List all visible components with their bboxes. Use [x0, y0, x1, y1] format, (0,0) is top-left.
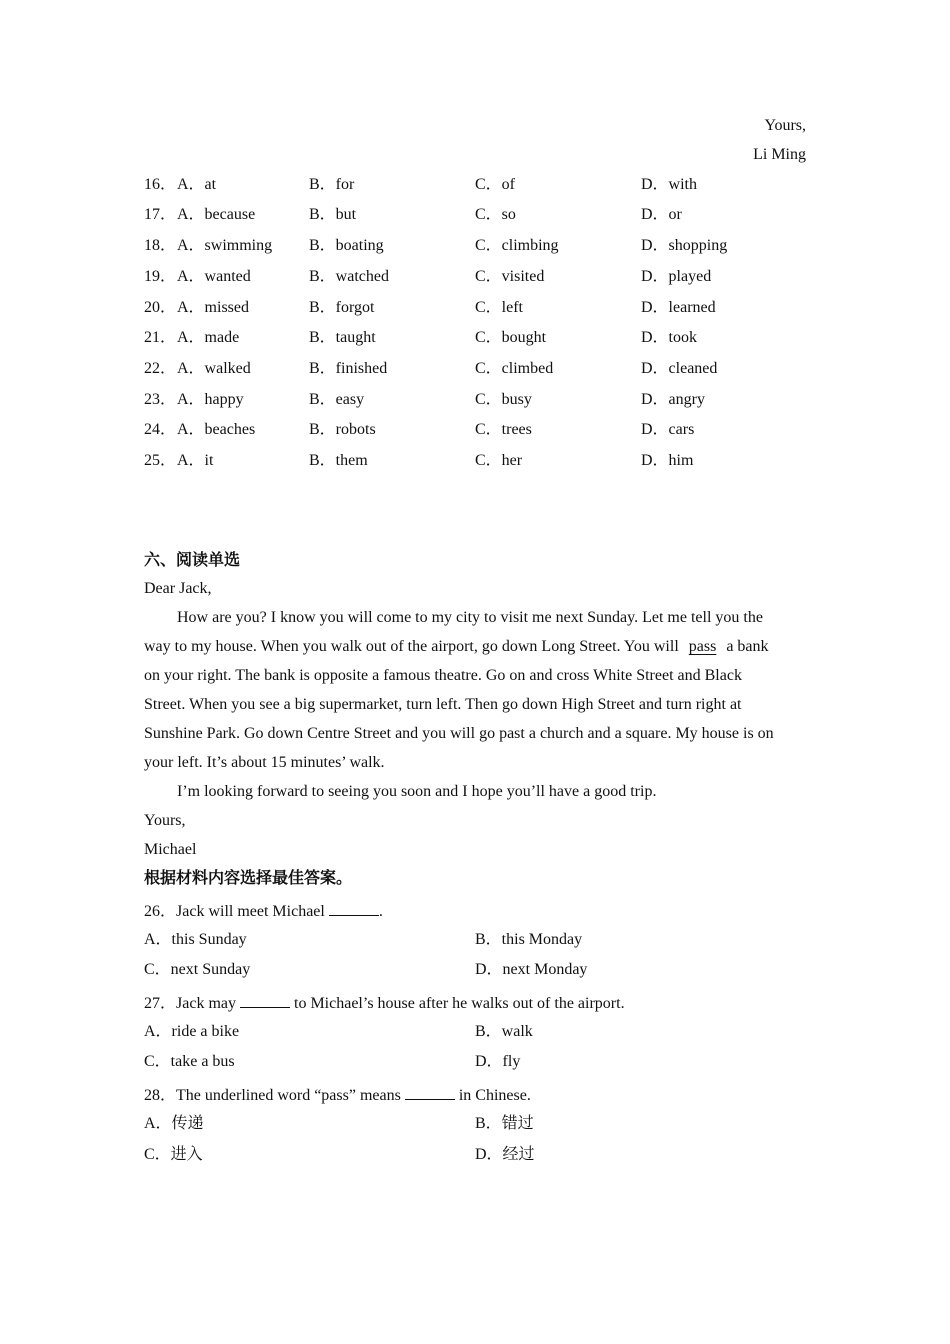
option-27-a[interactable]: A．ride a bike [144, 1023, 240, 1040]
question-27 [144, 993, 625, 1012]
option-c[interactable]: C．her [475, 452, 523, 469]
option-a[interactable]: A．happy [177, 391, 244, 408]
letter-line-4: Street. When you see a big supermarket, turn left. Then go down High Street and turn right at [144, 696, 742, 713]
cloze-row [0, 392, 950, 414]
option-b[interactable]: B．for [309, 176, 355, 193]
cloze-row [0, 422, 950, 444]
letter-closing: Yours, [144, 812, 186, 829]
letter-line-2-pre: way to my house. When you walk out of the airport, go down Long Street. You will [144, 638, 679, 655]
question-number: 24． [144, 421, 177, 438]
question-stem-post: . [378, 903, 383, 920]
option-b[interactable]: B．taught [309, 329, 376, 346]
option-d[interactable]: D．with [641, 176, 698, 193]
option-d[interactable]: D．shopping [641, 237, 728, 254]
option-a[interactable]: A．because [177, 206, 256, 223]
instruction: 根据材料内容选择最佳答案。 [144, 870, 353, 887]
option-26-c[interactable]: C．next Sunday [144, 961, 251, 978]
option-a[interactable]: A．it [177, 452, 214, 469]
cloze-row [0, 269, 950, 291]
option-26-d[interactable]: D．next Monday [475, 961, 588, 978]
letter-line-2 [144, 639, 769, 655]
option-26-a[interactable]: A．this Sunday [144, 931, 247, 948]
option-26-b[interactable]: B．this Monday [475, 931, 583, 948]
letter-greeting: Dear Jack, [144, 580, 212, 597]
letter-line-6: your left. It’s about 15 minutes’ walk. [144, 754, 385, 771]
answer-blank [240, 993, 290, 1008]
question-number: 18． [144, 237, 177, 254]
option-d[interactable]: D．took [641, 329, 698, 346]
letter-line-1: How are you? I know you will come to my city to visit me next Sunday. Let me tell you the [177, 609, 763, 626]
letter-signature: Michael [144, 841, 197, 858]
prev-closing-yours: Yours, [764, 117, 806, 134]
cloze-row [0, 238, 950, 260]
option-a[interactable]: A．at [177, 176, 217, 193]
option-d[interactable]: D．cleaned [641, 360, 718, 377]
option-b[interactable]: B．robots [309, 421, 376, 438]
option-c[interactable]: C．busy [475, 391, 532, 408]
question-stem-post: to Michael’s house after he walks out of the airport. [294, 995, 625, 1012]
question-number: 28． [144, 1087, 177, 1104]
question-28 [144, 1085, 531, 1104]
underlined-word-pass: pass [688, 638, 717, 655]
question-stem-pre: The underlined word “pass” means [176, 1087, 401, 1104]
option-c[interactable]: C．bought [475, 329, 547, 346]
letter-line-2-post: a bank [726, 638, 769, 655]
option-a[interactable]: A．walked [177, 360, 251, 377]
question-26 [144, 901, 383, 920]
question-number: 20． [144, 299, 177, 316]
option-b[interactable]: B．finished [309, 360, 388, 377]
option-a[interactable]: A．missed [177, 299, 250, 316]
answer-blank [329, 901, 379, 916]
option-c[interactable]: C．climbed [475, 360, 554, 377]
question-number: 16． [144, 176, 177, 193]
option-28-b[interactable]: B．错过 [475, 1115, 534, 1132]
option-28-c[interactable]: C．进入 [144, 1146, 203, 1163]
option-c[interactable]: C．trees [475, 421, 532, 438]
question-number: 26． [144, 903, 177, 920]
question-number: 25． [144, 452, 177, 469]
option-b[interactable]: B．but [309, 206, 357, 223]
option-a[interactable]: A．wanted [177, 268, 251, 285]
cloze-row [0, 453, 950, 475]
option-d[interactable]: D．him [641, 452, 694, 469]
prev-closing-name: Li Ming [753, 146, 806, 163]
question-number: 19． [144, 268, 177, 285]
answer-blank [405, 1085, 455, 1100]
letter-line-5: Sunshine Park. Go down Centre Street and you will go past a church and a square. My house is on [144, 725, 774, 742]
option-d[interactable]: D．or [641, 206, 682, 223]
option-28-d[interactable]: D．经过 [475, 1146, 535, 1163]
option-b[interactable]: B．them [309, 452, 368, 469]
option-d[interactable]: D．learned [641, 299, 716, 316]
question-number: 27． [144, 995, 177, 1012]
option-c[interactable]: C．climbing [475, 237, 559, 254]
option-27-c[interactable]: C．take a bus [144, 1053, 235, 1070]
option-c[interactable]: C．visited [475, 268, 545, 285]
option-27-b[interactable]: B．walk [475, 1023, 533, 1040]
cloze-row [0, 300, 950, 322]
cloze-row [0, 177, 950, 199]
option-c[interactable]: C．of [475, 176, 516, 193]
option-d[interactable]: D．angry [641, 391, 705, 408]
option-c[interactable]: C．left [475, 299, 523, 316]
option-d[interactable]: D．played [641, 268, 712, 285]
letter-line-3: on your right. The bank is opposite a famous theatre. Go on and cross White Street and Black [144, 667, 742, 684]
cloze-row [0, 207, 950, 229]
option-27-d[interactable]: D．fly [475, 1053, 521, 1070]
option-a[interactable]: A．swimming [177, 237, 273, 254]
question-number: 23． [144, 391, 177, 408]
cloze-row [0, 361, 950, 383]
letter-paragraph-2: I’m looking forward to seeing you soon and I hope you’ll have a good trip. [177, 783, 657, 800]
option-a[interactable]: A．made [177, 329, 240, 346]
option-c[interactable]: C．so [475, 206, 516, 223]
option-28-a[interactable]: A．传递 [144, 1115, 204, 1132]
question-stem-pre: Jack may [176, 995, 236, 1012]
option-b[interactable]: B．watched [309, 268, 389, 285]
question-number: 17． [144, 206, 177, 223]
question-number: 22． [144, 360, 177, 377]
section-title: 六、阅读单选 [144, 552, 241, 569]
option-a[interactable]: A．beaches [177, 421, 256, 438]
option-b[interactable]: B．easy [309, 391, 365, 408]
question-number: 21． [144, 329, 177, 346]
option-d[interactable]: D．cars [641, 421, 695, 438]
cloze-row [0, 330, 950, 352]
question-stem-post: in Chinese. [458, 1087, 531, 1104]
option-b[interactable]: B．boating [309, 237, 384, 254]
question-stem-pre: Jack will meet Michael [176, 903, 325, 920]
option-b[interactable]: B．forgot [309, 299, 375, 316]
